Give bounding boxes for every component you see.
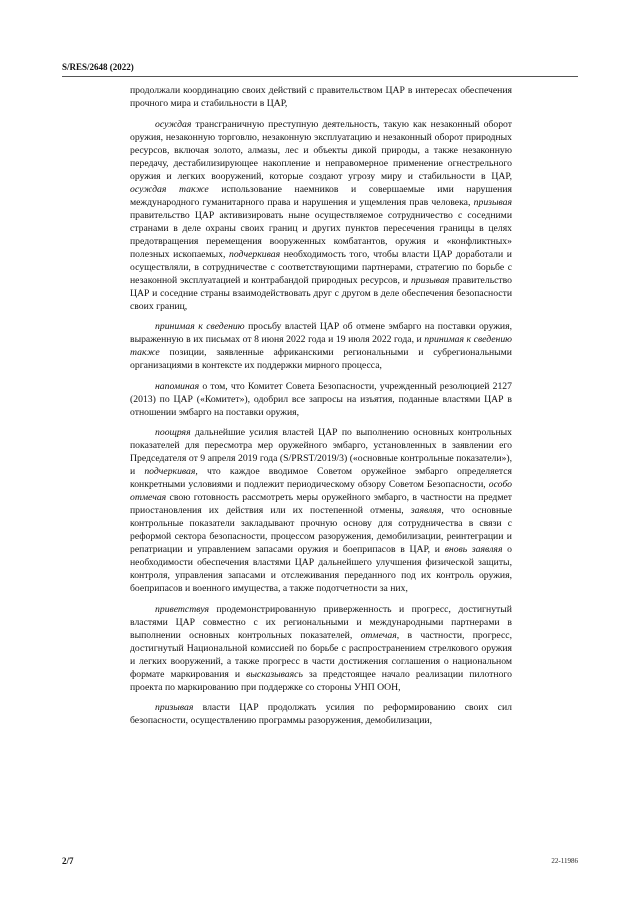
italic-phrase: приветствуя [155,603,210,615]
text-run: , в частности, прогресс, достигнутый Национальной комиссией по борьбе с распространением стрелкового оружия и легких вооружений, а также прогресс в части достижения соглашения о национальном формате маркирования и [130,629,512,680]
document-symbol: S/RES/2648 (2022) [62,62,134,72]
text-run: , что основные контрольные показатели закладывают прочную основу для сотрудничества в связи с реформой сектора безопасности, процессом разоружения, демобилизации, реинтеграции и репатриации и управлением запасами оружия и боеприпасов в ЦАР, и [130,505,512,555]
italic-phrase: высказываясь [246,668,303,680]
italic-phrase: заявляя [410,505,442,516]
header-divider [62,76,578,77]
italic-phrase: подчеркивая [144,466,196,477]
text-run: дальнейшие усилия властей ЦАР по выполнению основных контрольных показателей для пересмотра мер оружейного эмбарго, установленных в заявлении его Председателя от 9 апреля 2019 года (S/PRST/2019/3) («основные контрольные показатели»), и [130,427,512,477]
paragraph [130,426,512,595]
text-run: использование наемников и совершаемые ими нарушения международного гуманитарного права и нарушения и ущемления прав человека, [130,183,512,208]
text-run: правительство ЦАР активизировать ныне осуществляемое сотрудничество с соседними странами в деле охраны своих границ и других пунктов пересечения границы в целях предотвращения перемещения вооруженных комбатантов, оружия и «конфликтных» полезных ископаемых, [130,209,512,260]
text-run: продолжали координацию своих действий с правительством ЦАР в интересах обеспечения прочного мира и стабильности в ЦАР, [130,85,512,109]
text-run: , что каждое вводимое Советом оружейное эмбарго определяется конкретными условиями и подлежит периодическому обзору Советом Безопасности, [130,466,513,490]
text-run: просьбу властей ЦАР об отмене эмбарго на поставки оружия, выраженную в их письмах от 8 июня 2022 года и 19 июля 2022 года, и [130,321,512,345]
italic-phrase: поощряя [155,427,191,438]
text-run: необходимость того, чтобы власти ЦАР доработали и осуществляли, в сотрудничестве с соответствующими партнерами, стратегию по борьбе с незаконной эксплуатацией и контрабандой природных ресурсов, и [130,248,512,286]
text-run: продемонстрированную приверженность и прогресс, достигнутый властями ЦАР совместно с их региональными и международными партнерами в выполнении основных контрольных показателей, [130,603,512,641]
italic-phrase: призывая [473,196,512,208]
italic-phrase: призывая [155,702,194,713]
page-number: 2/7 [62,856,74,866]
italic-phrase: напоминая [155,380,200,392]
document-body [130,84,512,727]
text-run: свою готовность рассмотреть меры оружейного эмбарго, в частности на предмет приостановления их действия или их постепенной отмены, [130,492,512,516]
text-run: правительство ЦАР и соседние страны взаимодействовать друг с другом в деле обеспечения безопасности своих границ, [130,274,512,312]
italic-phrase: отмечая [360,629,397,641]
italic-phrase: принимая к сведению также [130,334,513,358]
italic-phrase: подчеркивая [228,248,281,260]
paragraph [130,84,512,110]
italic-phrase: осуждая [155,118,192,130]
text-run: за предстоящее начало реализации пилотного проекта по маркированию при поддержке со стороны УНП ООН, [130,668,513,693]
document-number: 22-11986 [551,857,578,865]
italic-phrase: особо отмечая [130,479,512,503]
text-run: позиции, заявленные африканскими региональными и субрегиональными организациями в контексте их поддержки мирного процесса, [130,347,512,371]
paragraph [130,118,512,313]
paragraph [130,380,512,419]
text-run: трансграничную преступную деятельность, такую как незаконный оборот оружия, незаконную торговлю, незаконную эксплуатацию и незаконный оборот природных ресурсов, включая золото, алмазы, лес и объекты дикой природы, а также незаконную передачу, дестабилизирующее накопление и неправомерное применение огнестрельного оружия и легких вооружений, которые создают угрозу миру и стабильности в ЦАР, [130,118,512,182]
paragraph [130,603,512,694]
italic-phrase: осуждая также [130,183,209,195]
text-run: о необходимости обеспечения властями ЦАР дальнейшего улучшения физической защиты, контроля, управления запасами и отслеживания переданного под их контроль оружия, боеприпасов и военного имущества, а также подотчетности за них, [130,544,513,594]
text-run: о том, что Комитет Совета Безопасности, учрежденный резолюцией 2127 (2013) по ЦАР («Комитет»), одобрил все запросы на изъятия, поданные властями ЦАР в отношении эмбарго на поставки оружия, [130,380,512,418]
paragraph [130,701,512,727]
italic-phrase: принимая к сведению [155,321,245,332]
italic-phrase: призывая [410,274,450,286]
italic-phrase: вновь заявляя [444,544,503,555]
text-run: власти ЦАР продолжать усилия по реформированию своих сил безопасности, осуществлению программы разоружения, демобилизации, [130,702,512,726]
paragraph [130,320,512,372]
